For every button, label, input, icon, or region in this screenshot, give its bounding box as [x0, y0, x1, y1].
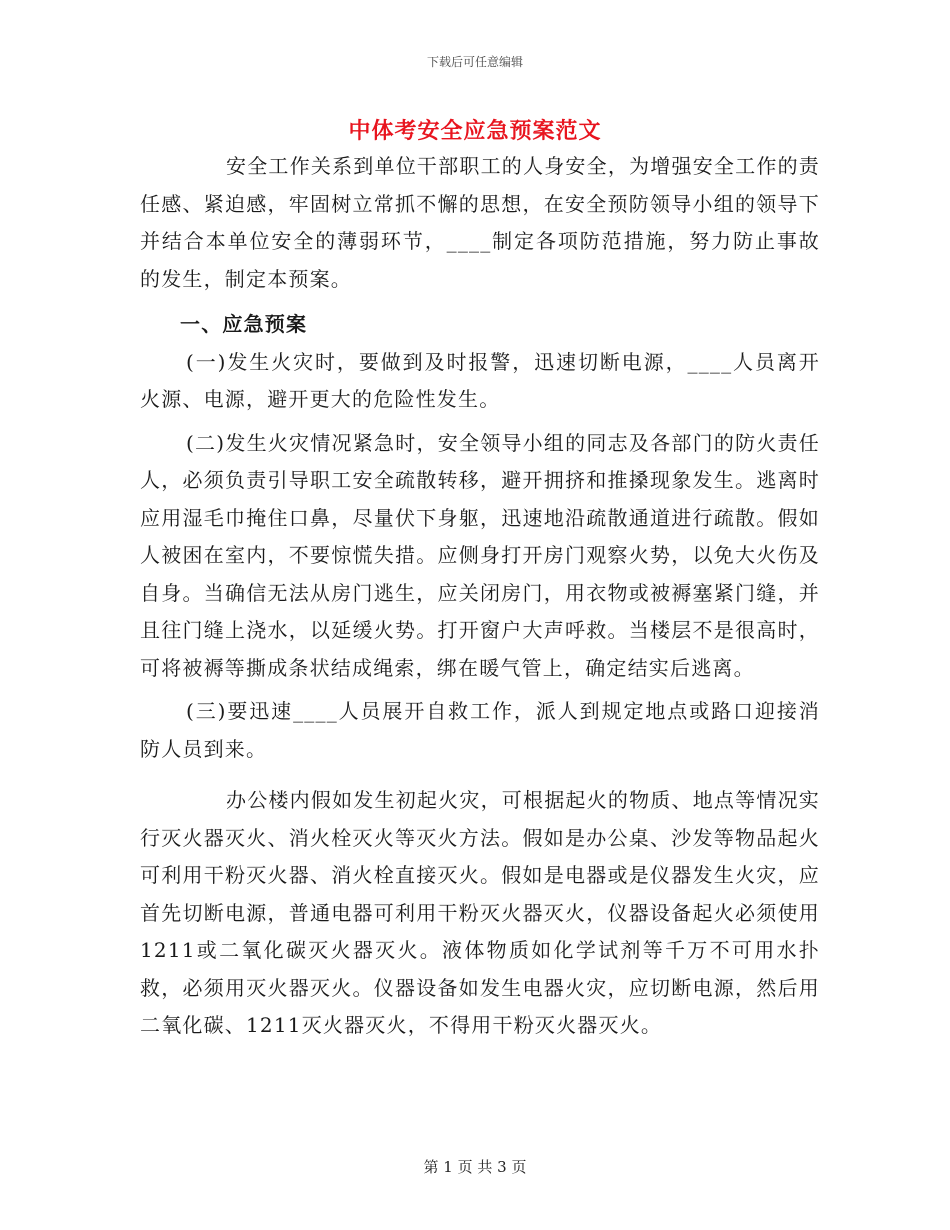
document-title: 中体考安全应急预案范文: [348, 118, 602, 144]
office-fire-paragraph: 办公楼内假如发生初起火灾，可根据起火的物质、地点等情况实行灭火器灭火、消火栓灭火等灭火方法。假如是办公桌、沙发等物品起火可利用干粉灭火器、消火栓直接灭火。假如是电器或是仪器发生火灾，应首先切断电源，普通电器可利用干粉灭火器灭火，仪器设备起火必须使用1211或二氧化碳灭火器灭火。液体物质如化学试剂等千万不可用水扑救，必须用灭火器灭火。仪器设备如发生电器火灾，应切断电源，然后用二氧化碳、1211灭火器灭火，不得用干粉灭火器灭火。: [140, 788, 820, 1037]
plan-item-3: (三)要迅速____人员展开自救工作，派人到规定地点或路口迎接消防人员到来。: [140, 699, 820, 761]
plan-item-1: (一)发生火灾时，要做到及时报警，迅速切断电源，____人员离开火源、电源，避开更大的危险性发生。: [140, 349, 820, 411]
intro-paragraph: 安全工作关系到单位干部职工的人身安全，为增强安全工作的责任感、紧迫感，牢固树立常抓不懈的思想，在安全预防领导小组的领导下并结合本单位安全的薄弱环节，____制定各项防范措施，努力防止事故的发生，制定本预案。: [140, 154, 820, 291]
document-body: [140, 148, 820, 1045]
page-number-footer: 第 1 页 共 3 页: [423, 1158, 527, 1176]
plan-item-2: (二)发生火灾情况紧急时，安全领导小组的同志及各部门的防火责任人，必须负责引导职工安全疏散转移，避开拥挤和推搡现象发生。逃离时应用湿毛巾掩住口鼻，尽量伏下身躯，迅速地沿疏散通道进行疏散。假如人被困在室内，不要惊慌失措。应侧身打开房门观察火势，以免大火伤及自身。当确信无法从房门逃生，应关闭房门，用衣物或被褥塞紧门缝，并且往门缝上浇水，以延缓火势。打开窗户大声呼救。当楼层不是很高时，可将被褥等撕成条状结成绳索，绑在暖气管上，确定结实后逃离。: [140, 430, 820, 680]
section-heading-emergency-plan: 一、应急预案: [180, 312, 308, 336]
page-header: 下载后可任意编辑: [426, 55, 523, 69]
